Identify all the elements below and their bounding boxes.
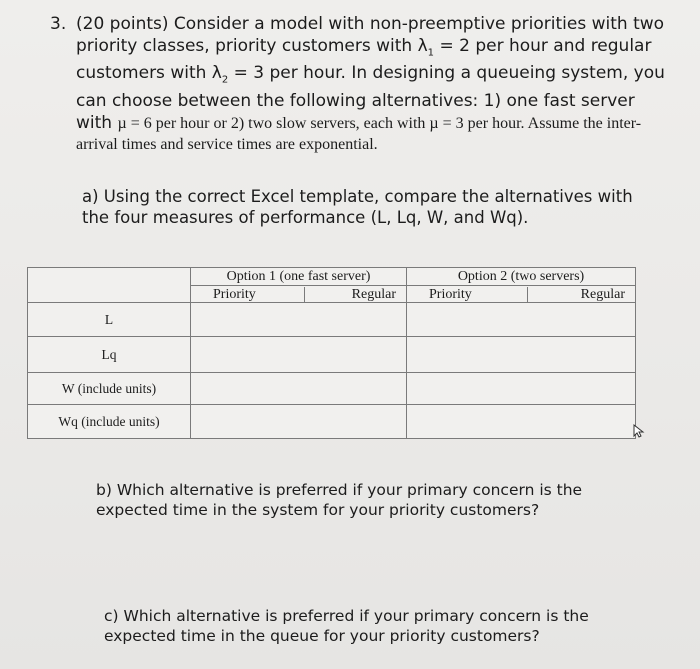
row-label-l: L: [28, 303, 191, 337]
question-number: 3.: [50, 14, 67, 34]
answer-cell[interactable]: [407, 405, 636, 439]
option2-title: Option 2 (two servers): [457, 268, 585, 284]
option1-subheader: [191, 286, 407, 303]
row-label-wq: Wq (include units): [28, 405, 191, 439]
lambda2-subscript: 2: [221, 74, 229, 86]
option2-header: [407, 268, 636, 286]
question-intro-1: Consider a model with non-preemptive priorities with two priority classes, priority customers with λ: [76, 14, 665, 56]
part-b-text: b) Which alternative is preferred if your primary concern is the expected time in the system for your priority customers?: [96, 481, 583, 519]
table-row: [28, 373, 636, 405]
table-corner-cell: [28, 268, 191, 303]
answer-cell[interactable]: [407, 303, 636, 337]
performance-table: [27, 267, 636, 439]
row-label-w: W (include units): [28, 373, 191, 405]
option1-title: Option 1 (one fast server): [226, 268, 371, 284]
option1-regular-label: Regular: [351, 286, 396, 302]
table-row: [28, 337, 636, 373]
option1-header: [191, 268, 407, 286]
question-intro-3: = 3 per hour. In designing a queueing system, you can choose between the following alternatives: 1) one fast server with: [76, 63, 665, 133]
part-a-text: a) Using the correct Excel template, compare the alternatives with the four measures of performance (L, Lq, W, and Wq).: [82, 187, 633, 227]
option2-regular-label: Regular: [580, 286, 625, 302]
answer-cell[interactable]: [191, 303, 407, 337]
question-intro-2: = 2 per hour and regular customers with λ: [76, 35, 652, 84]
mouse-pointer-icon: [632, 423, 648, 439]
answer-cell[interactable]: [191, 337, 407, 373]
table-row: [28, 405, 636, 439]
answer-cell[interactable]: [191, 405, 407, 439]
answer-cell[interactable]: [407, 373, 636, 405]
question-points: (20 points): [76, 14, 169, 34]
row-label-lq: Lq: [28, 337, 191, 373]
option2-subheader: [407, 286, 636, 303]
part-c-text: c) Which alternative is preferred if your primary concern is the expected time in the queue for your priority customers?: [104, 607, 589, 645]
lambda1-subscript: 1: [427, 46, 435, 58]
answer-cell[interactable]: [191, 373, 407, 405]
question-rates: µ = 6 per hour or 2) two slow servers, each with µ = 3 per hour. Assume the inter-arrival times and service times are exponential.: [76, 114, 642, 154]
option1-priority-label: Priority: [191, 287, 305, 302]
answer-cell[interactable]: [407, 337, 636, 373]
table-row: [28, 303, 636, 337]
question-text: [76, 14, 676, 156]
option2-priority-label: Priority: [407, 287, 528, 302]
